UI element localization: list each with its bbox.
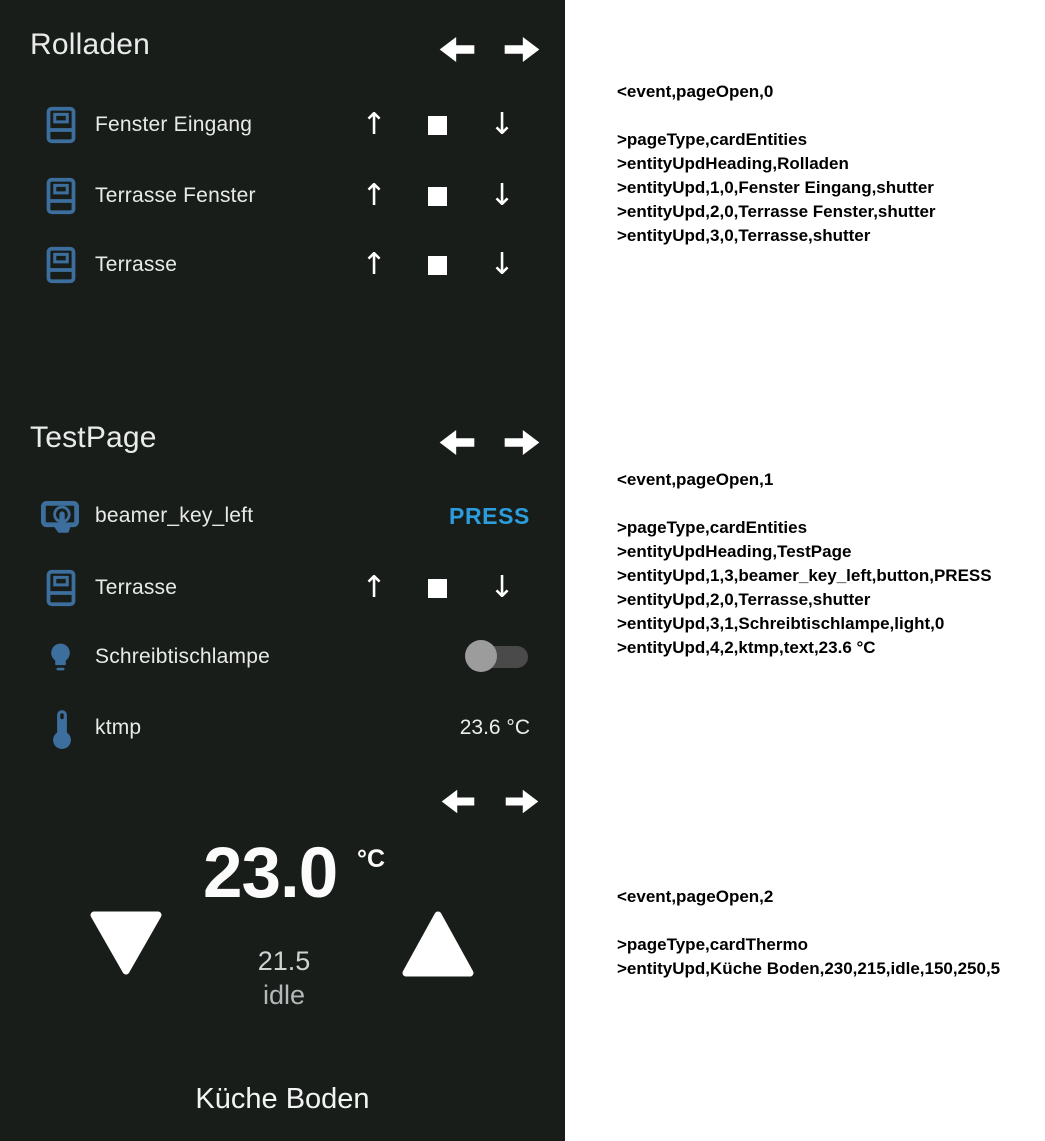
protocol-line: >pageType,cardEntities	[617, 130, 808, 149]
button-tap-icon	[41, 498, 79, 534]
shutter-stop-button[interactable]	[428, 116, 447, 135]
entity-row-terrasse-fenster	[0, 174, 565, 218]
shutter-down-button[interactable]: ↓	[489, 178, 515, 213]
entity-row-fenster-eingang	[0, 103, 565, 147]
page-prev-button[interactable]	[439, 786, 477, 817]
protocol-line: >entityUpd,Küche Boden,230,215,idle,150,250,5	[617, 959, 1001, 978]
protocol-event-line: <event,pageOpen,1	[617, 470, 774, 489]
thermometer-icon	[51, 708, 73, 750]
entity-row-ktmp	[0, 706, 565, 750]
entity-label: Terrasse	[95, 253, 178, 276]
target-temperature: 21.5	[257, 946, 311, 976]
page-title-testpage: TestPage	[30, 421, 157, 454]
protocol-event-line: <event,pageOpen,2	[617, 887, 774, 906]
temperature-unit: °C	[357, 845, 386, 873]
protocol-line: >entityUpd,3,1,Schreibtischlampe,light,0	[617, 614, 945, 633]
shutter-stop-button[interactable]	[428, 579, 447, 598]
protocol-line: >entityUpd,2,0,Terrasse Fenster,shutter	[617, 202, 936, 221]
shutter-icon	[46, 106, 76, 144]
protocol-line: >pageType,cardThermo	[617, 935, 808, 954]
entity-label: beamer_key_left	[95, 504, 254, 527]
protocol-line: >entityUpd,1,3,beamer_key_left,button,PRESS	[617, 566, 992, 585]
entity-label: Schreibtischlampe	[95, 645, 270, 668]
protocol-event-line: <event,pageOpen,0	[617, 82, 774, 101]
toggle-knob	[465, 640, 497, 672]
protocol-line: >entityUpd,3,0,Terrasse,shutter	[617, 226, 871, 245]
thermostat-title: Küche Boden	[195, 1083, 370, 1115]
protocol-line: >entityUpd,2,0,Terrasse,shutter	[617, 590, 871, 609]
page-next-button[interactable]	[502, 33, 542, 66]
page-title-rolladen: Rolladen	[30, 28, 151, 61]
entity-row-beamer-key-left	[0, 494, 565, 538]
entity-label: Fenster Eingang	[95, 113, 253, 136]
shutter-up-button[interactable]: ↑	[361, 107, 387, 142]
shutter-icon	[46, 177, 76, 215]
entity-row-terrasse-shutter	[0, 566, 565, 610]
shutter-icon	[46, 246, 76, 284]
entity-row-schreibtischlampe	[0, 635, 565, 679]
entity-label: Terrasse Fenster	[95, 184, 256, 207]
lightbulb-icon	[45, 639, 76, 674]
protocol-line: >entityUpdHeading,TestPage	[617, 542, 852, 561]
protocol-block-page2	[617, 885, 1000, 981]
shutter-icon	[46, 569, 76, 607]
protocol-line: >entityUpd,4,2,ktmp,text,23.6 °C	[617, 638, 876, 657]
shutter-stop-button[interactable]	[428, 187, 447, 206]
hvac-state: idle	[262, 980, 306, 1010]
press-button[interactable]: PRESS	[449, 503, 530, 529]
shutter-down-button[interactable]: ↓	[489, 247, 515, 282]
entity-label: ktmp	[95, 716, 142, 739]
protocol-line: >entityUpd,1,0,Fenster Eingang,shutter	[617, 178, 934, 197]
protocol-block-page0	[617, 80, 936, 248]
shutter-stop-button[interactable]	[428, 256, 447, 275]
protocol-line: >pageType,cardEntities	[617, 518, 808, 537]
light-toggle-off[interactable]	[465, 639, 529, 675]
protocol-block-page1	[617, 468, 992, 660]
shutter-up-button[interactable]: ↑	[361, 570, 387, 605]
page-prev-button[interactable]	[437, 33, 477, 66]
entity-row-terrasse	[0, 243, 565, 287]
page-prev-button[interactable]	[437, 426, 477, 459]
shutter-down-button[interactable]: ↓	[489, 107, 515, 142]
shutter-up-button[interactable]: ↑	[361, 247, 387, 282]
temp-increase-button[interactable]	[398, 906, 478, 982]
page-next-button[interactable]	[502, 426, 542, 459]
protocol-line: >entityUpdHeading,Rolladen	[617, 154, 849, 173]
sensor-value: 23.6 °C	[459, 716, 530, 739]
shutter-down-button[interactable]: ↓	[489, 570, 515, 605]
current-temperature: 23.0	[203, 834, 338, 913]
shutter-up-button[interactable]: ↑	[361, 178, 387, 213]
entity-label: Terrasse	[95, 576, 178, 599]
page-next-button[interactable]	[503, 786, 541, 817]
temp-decrease-button[interactable]	[86, 907, 166, 979]
